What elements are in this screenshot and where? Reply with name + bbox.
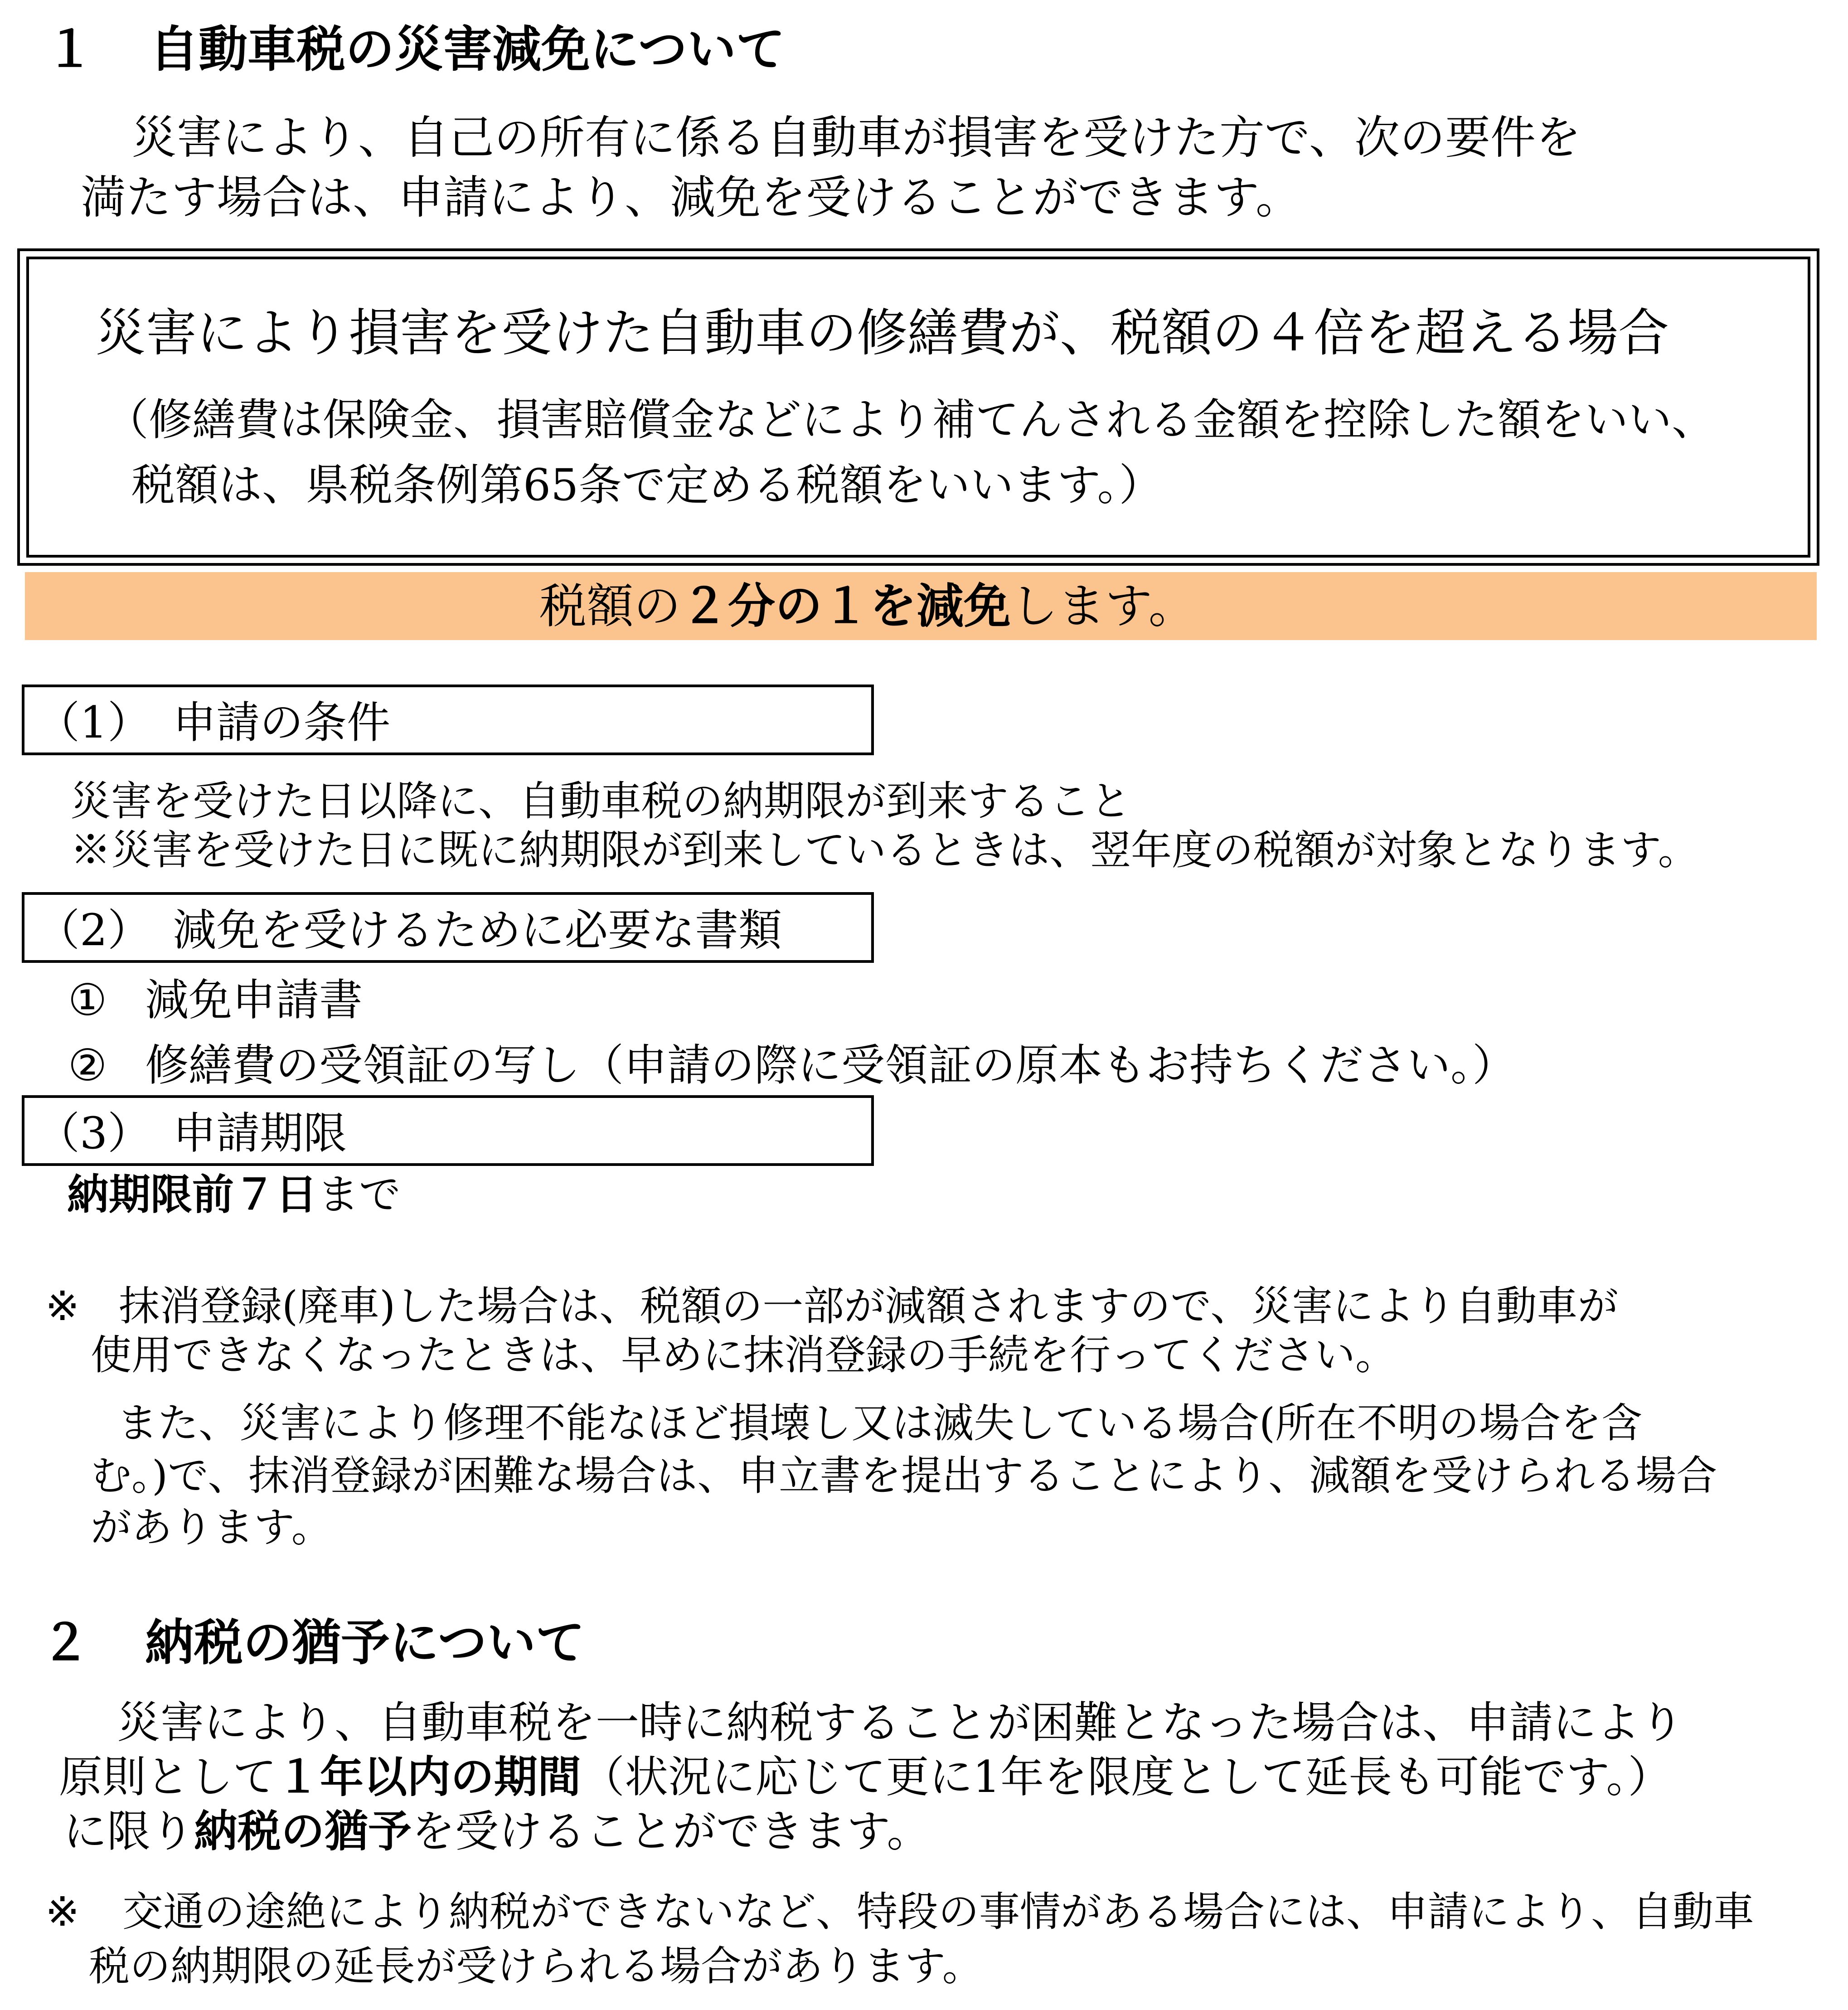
documents-item-2 (68, 1038, 1516, 1092)
intro-line-1: 災害により、自己の所有に係る自動車が損害を受けた方で、次の要件を (131, 111, 1581, 164)
section-2-line-2 (59, 1750, 1671, 1804)
conditions-label-box (22, 685, 874, 755)
section-1-number: １ (45, 21, 95, 78)
notes-paragraph-2-line-3: があります。 (91, 1504, 332, 1551)
reduction-text-pre: 税額の (539, 578, 681, 634)
deadline-post: まで (317, 1170, 401, 1219)
section-2-number: ２ (41, 1615, 90, 1671)
section-2-line-3 (63, 1804, 930, 1859)
section-2-line-2-post: （状況に応じて更に1年を限度として延長も可能です。） (581, 1752, 1672, 1802)
reduction-text-post: します。 (1011, 578, 1196, 634)
conditions-line-1: 災害を受けた日以降に、自動車税の納期限が到来すること (70, 777, 1131, 825)
conditions-label: （1） 申請の条件 (36, 697, 391, 748)
section-2-note-mark: ※ (45, 1888, 80, 1936)
conditions-line-2: ※災害を受けた日に既に納期限が到来しているときは、翌年度の税額が対象となります。 (70, 826, 1699, 874)
reduction-text-bold: ２分の１を減免 (681, 578, 1011, 634)
notes-paragraph-2-line-1: また、災害により修理不能なほど損壊し又は滅失している場合(所在不明の場合を含 (117, 1399, 1643, 1447)
intro-line-2: 満たす場合は、申請により、減免を受けることができます。 (81, 171, 1301, 224)
documents-label-box (22, 892, 874, 963)
notes-paragraph-1-line-2: 使用できなくなったときは、早めに抹消登録の手続を行ってください。 (91, 1331, 1396, 1379)
documents-label: （2） 減免を受けるために必要な書類 (36, 905, 782, 956)
section-2-line-3-bold: 納税の猶予 (194, 1806, 412, 1857)
section-2-line-3-pre: に限り (63, 1806, 194, 1857)
section-1-title: 自動車税の災害減免について (150, 21, 785, 78)
section-2-line-3-post: を受けることができます。 (412, 1806, 931, 1857)
deadline-text (67, 1168, 401, 1222)
notes-paragraph-2-line-2: む。)で、抹消登録が困難な場合は、申立書を提出することにより、減額を受けられる場合 (91, 1452, 1717, 1500)
section-2-note-line-2: 税の納期限の延長が受けられる場合があります。 (89, 1942, 983, 1990)
deadline-label: （3） 申請期限 (36, 1108, 347, 1159)
notes-paragraph-1-line-1: 抹消登録(廃車)した場合は、税額の一部が減額されますので、災害により自動車が (119, 1282, 1619, 1330)
section-2-title: 納税の猶予について (145, 1615, 585, 1671)
documents-item-1-text: 減免申請書 (145, 975, 363, 1025)
section-2-line-2-bold: １年以内の期間 (276, 1752, 581, 1802)
notes-mark: ※ (45, 1282, 80, 1330)
condition-headline: 災害により損害を受けた自動車の修繕費が、税額の４倍を超える場合 (95, 304, 1669, 363)
section-2-line-1: 災害により、自動車税を一時に納税することが困難となった場合は、申請により (117, 1697, 1683, 1748)
section-2-heading (41, 1614, 585, 1673)
condition-note-line-1: （修繕費は保険金、損害賠償金などにより補てんされる金額を控除した額をいい、 (105, 394, 1715, 445)
documents-item-1-number: ① (68, 975, 107, 1025)
documents-item-2-text: 修繕費の受領証の写し（申請の際に受領証の原本もお持ちください。） (145, 1040, 1516, 1091)
condition-note-line-2: 税額は、県税条例第65条で定める税額をいいます。） (131, 460, 1163, 510)
section-2-note-line-1: 交通の途絶により納税ができないなど、特段の事情がある場合には、申請により、自動車 (122, 1888, 1754, 1936)
documents-item-1 (68, 973, 363, 1027)
deadline-bold: 納期限前７日 (67, 1170, 318, 1219)
documents-item-2-number: ② (68, 1040, 107, 1091)
section-2-line-2-pre: 原則として (59, 1752, 276, 1802)
section-1-heading (45, 20, 785, 79)
reduction-text (539, 577, 1196, 636)
deadline-label-box (22, 1095, 874, 1166)
